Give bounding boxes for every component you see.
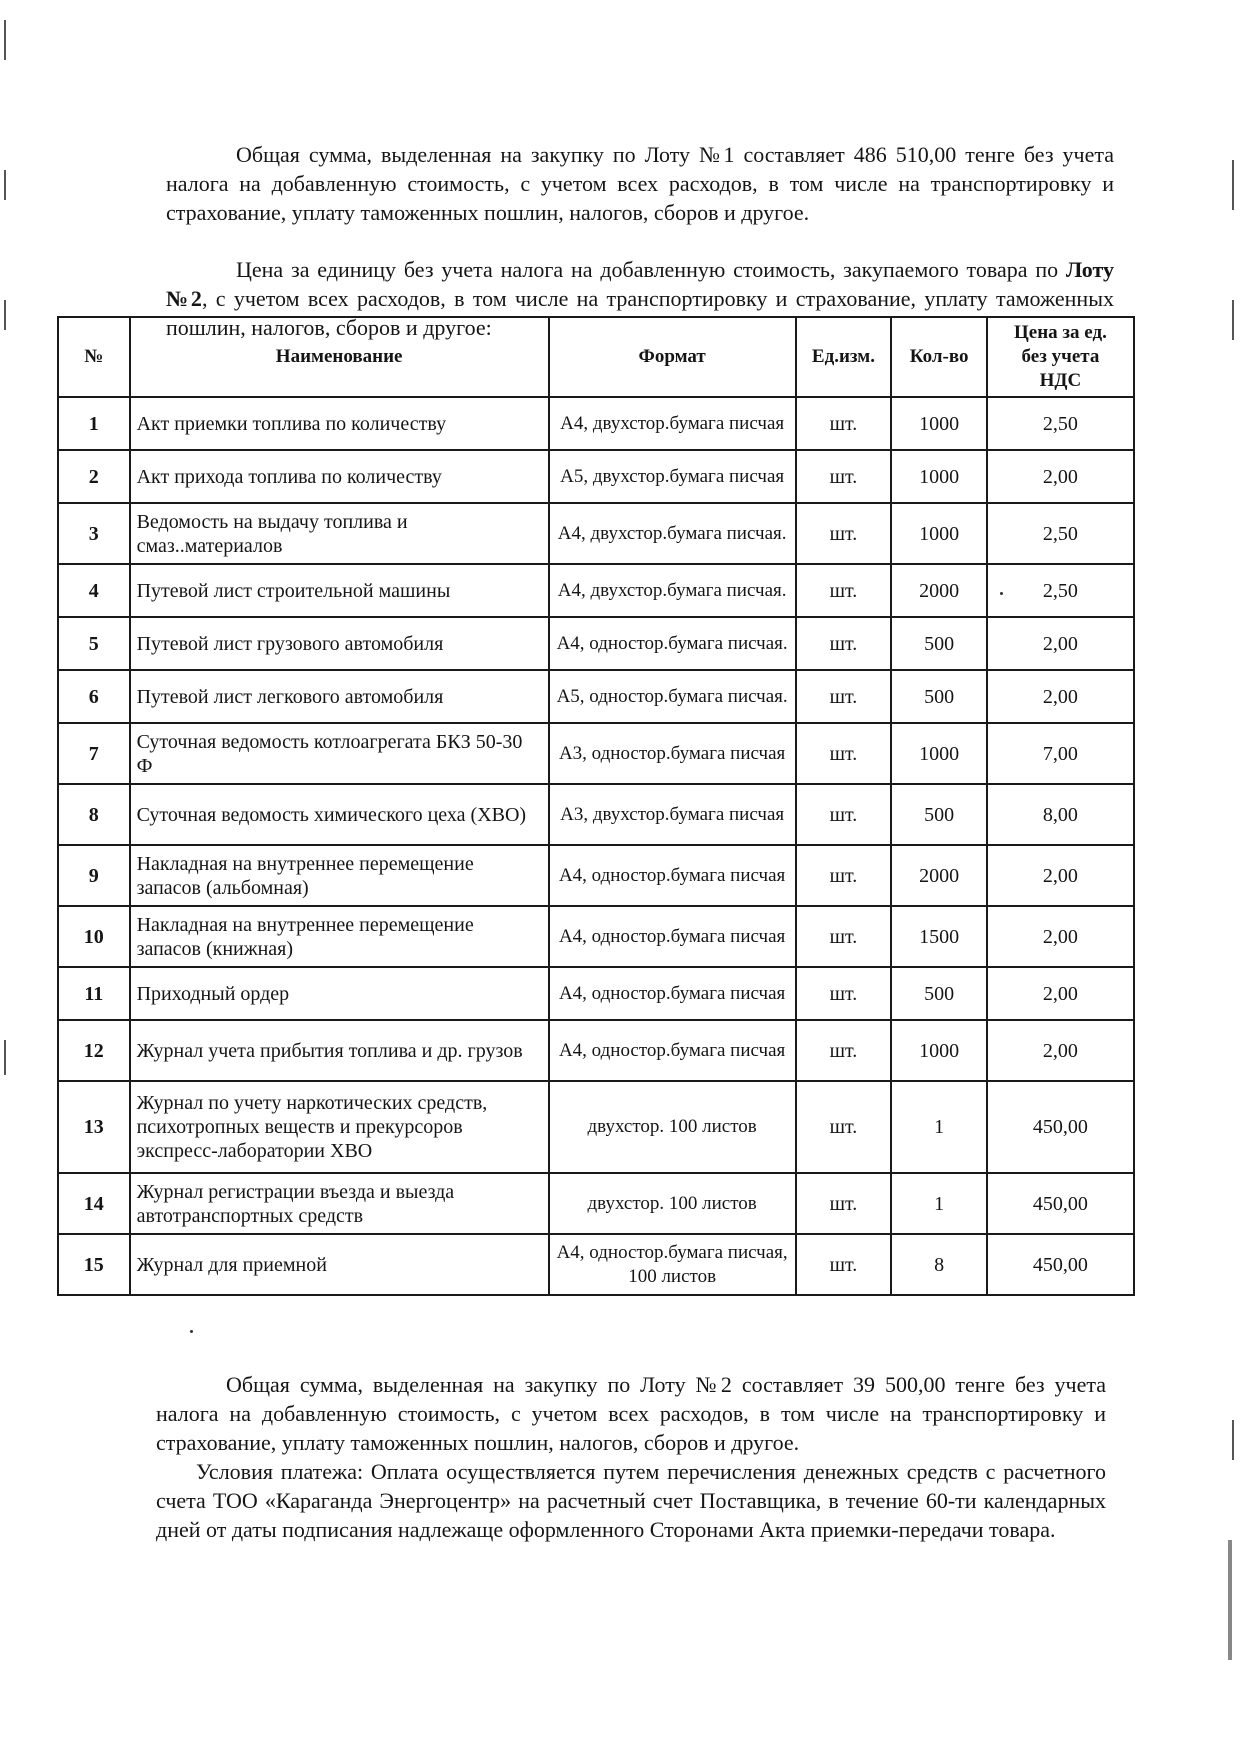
cell-qty: 1500 — [891, 906, 987, 967]
table-header-row — [58, 317, 1134, 397]
cell-price: 2,00 — [987, 906, 1134, 967]
cell-name: Журнал по учету наркотических средств, психотропных веществ и прекурсоров экспресс-лаборатории ХВО — [130, 1081, 549, 1173]
cell-name: Акт прихода топлива по количеству — [130, 450, 549, 503]
lot2-items-table — [57, 316, 1135, 1296]
cell-unit: шт. — [796, 723, 892, 784]
cell-qty: 500 — [891, 784, 987, 845]
cell-num: 4 — [58, 564, 130, 617]
table-row — [58, 967, 1134, 1020]
cell-qty: 500 — [891, 617, 987, 670]
cell-unit: шт. — [796, 397, 892, 450]
cell-format: А4, одностор.бумага писчая — [549, 1020, 796, 1081]
header-format: Формат — [549, 317, 796, 397]
header-num: № — [58, 317, 130, 397]
cell-num: 15 — [58, 1234, 130, 1295]
cell-unit: шт. — [796, 1020, 892, 1081]
cell-qty: 1 — [891, 1173, 987, 1234]
cell-name: Суточная ведомость химического цеха (ХВО) — [130, 784, 549, 845]
cell-price: 2,00 — [987, 1020, 1134, 1081]
cell-price: 2,50 — [987, 397, 1134, 450]
cell-qty: 1000 — [891, 397, 987, 450]
header-price-line3: НДС — [1039, 370, 1082, 391]
cell-format: А3, двухстор.бумага писчая — [549, 784, 796, 845]
cell-name: Журнал для приемной — [130, 1234, 549, 1295]
cell-num: 1 — [58, 397, 130, 450]
cell-qty: 2000 — [891, 564, 987, 617]
cell-price: 2,00 — [987, 670, 1134, 723]
cell-unit: шт. — [796, 450, 892, 503]
scan-speck — [190, 1330, 193, 1333]
lot2-label: Лоту №2 — [166, 257, 1114, 311]
cell-format: А4, двухстор.бумага писчая. — [549, 503, 796, 564]
scan-edge-mark — [1232, 1420, 1234, 1460]
header-price-line1: Цена за ед. — [1014, 322, 1107, 343]
table-row — [58, 397, 1134, 450]
cell-price: 2,00 — [987, 617, 1134, 670]
cell-qty: 8 — [891, 1234, 987, 1295]
cell-price: 450,00 — [987, 1173, 1134, 1234]
cell-num: 8 — [58, 784, 130, 845]
table-row — [58, 450, 1134, 503]
cell-name: Ведомость на выдачу топлива и смаз..материалов — [130, 503, 549, 564]
cell-num: 3 — [58, 503, 130, 564]
cell-num: 9 — [58, 845, 130, 906]
header-price — [987, 317, 1134, 397]
header-qty: Кол-во — [891, 317, 987, 397]
cell-name: Журнал учета прибытия топлива и др. грузов — [130, 1020, 549, 1081]
cell-num: 13 — [58, 1081, 130, 1173]
cell-format: А5, одностор.бумага писчая. — [549, 670, 796, 723]
table-row — [58, 617, 1134, 670]
cell-qty: 1000 — [891, 723, 987, 784]
cell-unit: шт. — [796, 564, 892, 617]
table-row — [58, 503, 1134, 564]
cell-qty: 1 — [891, 1081, 987, 1173]
cell-num: 7 — [58, 723, 130, 784]
cell-name: Путевой лист грузового автомобиля — [130, 617, 549, 670]
cell-format: А4, двухстор.бумага писчая. — [549, 564, 796, 617]
table-row — [58, 906, 1134, 967]
cell-name: Акт приемки топлива по количеству — [130, 397, 549, 450]
cell-format: А4, одностор.бумага писчая — [549, 906, 796, 967]
cell-unit: шт. — [796, 670, 892, 723]
cell-format: двухстор. 100 листов — [549, 1173, 796, 1234]
cell-qty: 2000 — [891, 845, 987, 906]
scan-edge-mark — [4, 20, 6, 60]
cell-price: 2,00 — [987, 450, 1134, 503]
cell-unit: шт. — [796, 845, 892, 906]
cell-price: 2,00 — [987, 967, 1134, 1020]
table-row — [58, 564, 1134, 617]
header-price-line2: без учета — [1021, 346, 1100, 367]
cell-qty: 500 — [891, 670, 987, 723]
cell-price: 450,00 — [987, 1234, 1134, 1295]
cell-qty: 1000 — [891, 450, 987, 503]
cell-unit: шт. — [796, 617, 892, 670]
payment-terms-paragraph: Условия платежа: Оплата осуществляется путем перечисления денежных средств с расчетного счета ТОО «Караганда Энергоцентр» на расчетный счет Поставщика, в течение 60-ти календарных дней от даты подписания надлежаще оформленного Сторонами Акта приемки-передачи товара. — [156, 1459, 1106, 1542]
cell-format: А5, двухстор.бумага писчая — [549, 450, 796, 503]
cell-num: 5 — [58, 617, 130, 670]
cell-unit: шт. — [796, 1173, 892, 1234]
cell-name: Журнал регистрации въезда и выезда автотранспортных средств — [130, 1173, 549, 1234]
scan-edge-mark — [4, 1040, 6, 1075]
cell-qty: 1000 — [891, 503, 987, 564]
cell-num: 14 — [58, 1173, 130, 1234]
cell-name: Накладная на внутреннее перемещение запасов (книжная) — [130, 906, 549, 967]
cell-num: 2 — [58, 450, 130, 503]
cell-price: 8,00 — [987, 784, 1134, 845]
cell-unit: шт. — [796, 1081, 892, 1173]
cell-format: А4, одностор.бумага писчая. — [549, 617, 796, 670]
cell-price: 2,50 — [987, 503, 1134, 564]
scan-edge-mark — [4, 170, 6, 200]
cell-unit: шт. — [796, 906, 892, 967]
cell-name: Путевой лист легкового автомобиля — [130, 670, 549, 723]
table-row — [58, 1020, 1134, 1081]
cell-unit: шт. — [796, 503, 892, 564]
cell-name: Накладная на внутреннее перемещение запасов (альбомная) — [130, 845, 549, 906]
table-row — [58, 723, 1134, 784]
table-row — [58, 845, 1134, 906]
lot2-total-paragraph: Общая сумма, выделенная на закупку по Лоту №2 составляет 39 500,00 тенге без учета налога на добавленную стоимость, с учетом всех расходов, в том числе на транспортировку и страхование, уплату таможенных пошлин, налогов, сборов и другое. — [156, 1372, 1106, 1455]
table-row — [58, 1173, 1134, 1234]
scan-edge-mark — [4, 300, 6, 330]
scan-edge-mark — [1232, 300, 1234, 340]
cell-format: А4, одностор.бумага писчая — [549, 845, 796, 906]
cell-num: 12 — [58, 1020, 130, 1081]
cell-name: Суточная ведомость котлоагрегата БКЗ 50-30 Ф — [130, 723, 549, 784]
cell-unit: шт. — [796, 967, 892, 1020]
cell-format: А3, одностор.бумага писчая — [549, 723, 796, 784]
cell-price: 2,50 — [987, 564, 1134, 617]
lot1-total-paragraph: Общая сумма, выделенная на закупку по Лоту №1 составляет 486 510,00 тенге без учета налога на добавленную стоимость, с учетом всех расходов, в том числе на транспортировку и страхование, уплату таможенных пошлин, налогов, сборов и другое. — [166, 142, 1114, 225]
cell-name: Путевой лист строительной машины — [130, 564, 549, 617]
cell-price: 7,00 — [987, 723, 1134, 784]
cell-format: А4, одностор.бумага писчая — [549, 967, 796, 1020]
table-row — [58, 1234, 1134, 1295]
cell-format: А4, одностор.бумага писчая, 100 листов — [549, 1234, 796, 1295]
cell-num: 6 — [58, 670, 130, 723]
cell-name: Приходный ордер — [130, 967, 549, 1020]
cell-num: 11 — [58, 967, 130, 1020]
cell-unit: шт. — [796, 1234, 892, 1295]
scan-edge-mark — [1228, 1540, 1232, 1660]
cell-price: 2,00 — [987, 845, 1134, 906]
cell-num: 10 — [58, 906, 130, 967]
cell-unit: шт. — [796, 784, 892, 845]
cell-qty: 1000 — [891, 1020, 987, 1081]
cell-format: двухстор. 100 листов — [549, 1081, 796, 1173]
table-row — [58, 784, 1134, 845]
header-unit: Ед.изм. — [796, 317, 892, 397]
cell-qty: 500 — [891, 967, 987, 1020]
lot2-intro-text-b: , с учетом всех расходов, в том числе на транспортировку и страхование, уплату таможенных пошлин, налогов, сборов и другое: — [166, 286, 1114, 340]
table-row — [58, 670, 1134, 723]
cell-format: А4, двухстор.бумага писчая — [549, 397, 796, 450]
cell-price: 450,00 — [987, 1081, 1134, 1173]
table-row — [58, 1081, 1134, 1173]
lot2-intro-text-a: Цена за единицу без учета налога на добавленную стоимость, закупаемого товара по — [236, 257, 1066, 282]
scan-edge-mark — [1232, 160, 1234, 210]
header-name: Наименование — [130, 317, 549, 397]
